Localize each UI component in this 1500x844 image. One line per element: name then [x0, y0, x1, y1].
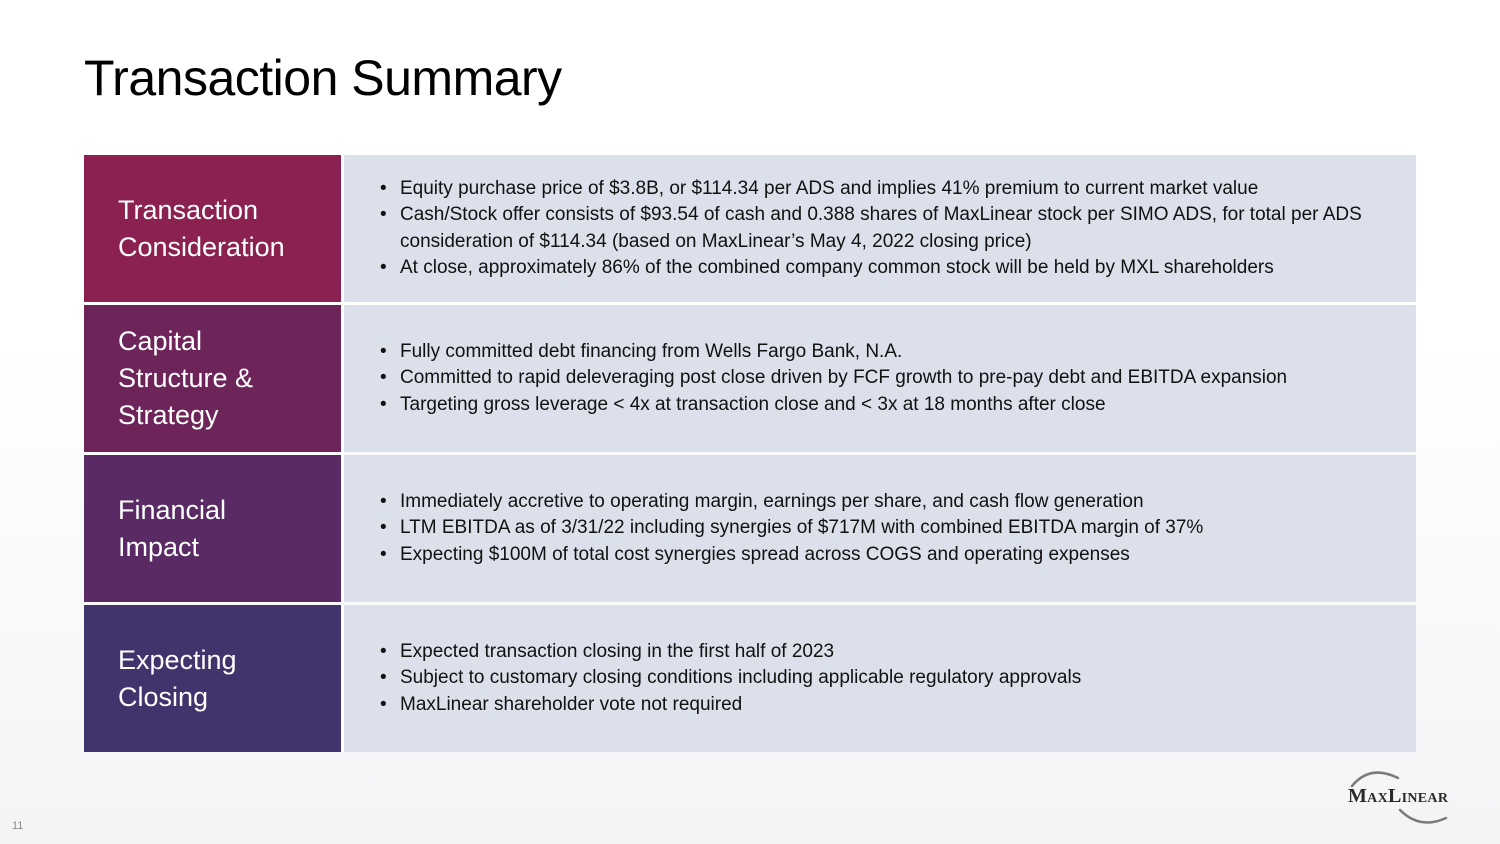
row-label	[84, 155, 341, 302]
row-body	[344, 605, 1416, 752]
label-line: Structure &	[118, 363, 254, 393]
bullet-item: • Targeting gross leverage < 4x at transaction close and < 3x at 18 months after close	[378, 392, 1287, 419]
bullet-item: • Equity purchase price of $3.8B, or $114.34 per ADS and implies 41% premium to current market value	[378, 176, 1400, 203]
row-financial-impact	[84, 455, 1416, 602]
row-expecting-closing	[84, 605, 1416, 752]
row-label	[84, 305, 341, 452]
row-label	[84, 455, 341, 602]
row-body	[344, 455, 1416, 602]
label-line: Consideration	[118, 231, 285, 262]
bullet-item: • Cash/Stock offer consists of $93.54 of cash and 0.388 shares of MaxLinear stock per SIMO ADS, for total per ADS consideration of $114.34 (based on MaxLinear’s May 4, 2022 closing price)	[378, 202, 1400, 255]
label-line: Transaction	[118, 194, 259, 225]
bullet-item: • Fully committed debt financing from Wells Fargo Bank, N.A.	[378, 339, 1287, 366]
bullet-list	[378, 176, 1400, 282]
bullet-item: • Expected transaction closing in the first half of 2023	[378, 639, 1081, 666]
page-title: Transaction Summary	[84, 50, 562, 106]
row-capital-structure	[84, 305, 1416, 452]
label-line: Capital	[118, 326, 203, 356]
label-line: Impact	[118, 531, 200, 562]
bullet-list	[378, 339, 1287, 419]
logo-wordmark: MaxLinear	[1348, 785, 1449, 807]
label-line: Expecting	[118, 644, 237, 675]
bullet-item: • Subject to customary closing conditions including applicable regulatory approvals	[378, 665, 1081, 692]
bullet-item: • MaxLinear shareholder vote not required	[378, 692, 1081, 719]
bullet-item: • Expecting $100M of total cost synergies spread across COGS and operating expenses	[378, 542, 1203, 569]
bullet-list	[378, 639, 1081, 719]
maxlinear-logo	[1346, 766, 1480, 828]
page-number: 11	[12, 820, 24, 832]
label-line: Strategy	[118, 400, 219, 430]
row-transaction-consideration	[84, 155, 1416, 302]
row-label	[84, 605, 341, 752]
bullet-item: • LTM EBITDA as of 3/31/22 including synergies of $717M with combined EBITDA margin of 37%	[378, 515, 1203, 542]
bullet-item: • At close, approximately 86% of the combined company common stock will be held by MXL shareholders	[378, 255, 1400, 282]
row-body	[344, 155, 1416, 302]
summary-table	[84, 155, 1416, 752]
row-body	[344, 305, 1416, 452]
bullet-list	[378, 489, 1203, 569]
bullet-item: • Committed to rapid deleveraging post close driven by FCF growth to pre-pay debt and EBITDA expansion	[378, 365, 1287, 392]
label-line: Financial	[118, 494, 227, 525]
label-line: Closing	[118, 681, 209, 712]
bullet-item: • Immediately accretive to operating margin, earnings per share, and cash flow generation	[378, 489, 1203, 516]
